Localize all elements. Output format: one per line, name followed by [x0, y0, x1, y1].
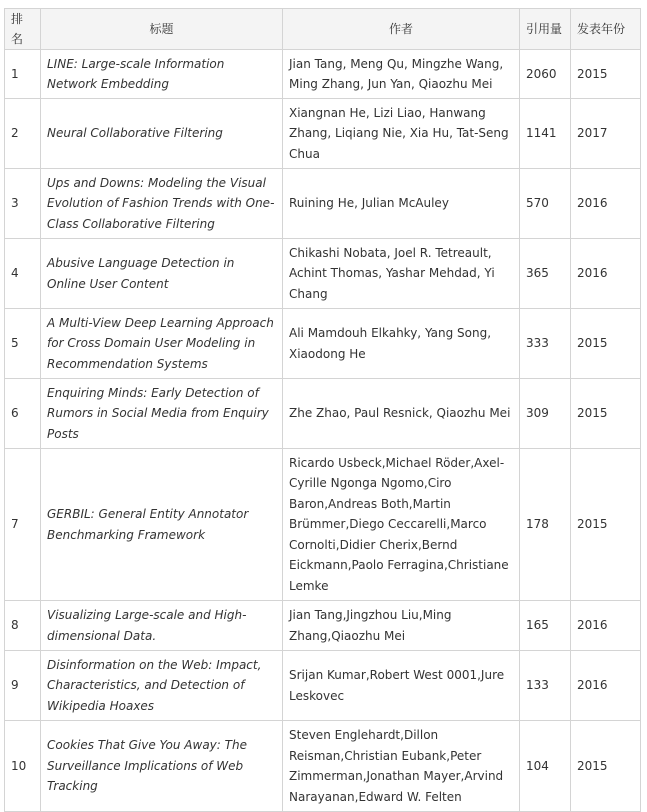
year-cell: 2016 — [571, 239, 641, 309]
title-cell: GERBIL: General Entity Annotator Benchmarking Framework — [41, 449, 283, 601]
year-cell: 2016 — [571, 651, 641, 721]
year-cell: 2016 — [571, 169, 641, 239]
year-cell: 2017 — [571, 99, 641, 169]
table-row — [5, 50, 641, 99]
authors-cell: Ruining He, Julian McAuley — [283, 169, 520, 239]
authors-cell: Zhe Zhao, Paul Resnick, Qiaozhu Mei — [283, 379, 520, 449]
title-cell: Enquiring Minds: Early Detection of Rumors in Social Media from Enquiry Posts — [41, 379, 283, 449]
table-row — [5, 239, 641, 309]
rank-cell: 4 — [5, 239, 41, 309]
table-header-row — [5, 9, 641, 50]
citations-cell: 309 — [520, 379, 571, 449]
title-cell: LINE: Large-scale Information Network Embedding — [41, 50, 283, 99]
citations-cell: 1141 — [520, 99, 571, 169]
citations-cell: 365 — [520, 239, 571, 309]
year-cell: 2015 — [571, 50, 641, 99]
table-row — [5, 379, 641, 449]
citations-cell: 178 — [520, 449, 571, 601]
table-row — [5, 309, 641, 379]
header-rank: 排名 — [5, 9, 41, 50]
authors-cell: Ali Mamdouh Elkahky, Yang Song, Xiaodong He — [283, 309, 520, 379]
rank-cell: 1 — [5, 50, 41, 99]
title-cell: Cookies That Give You Away: The Surveillance Implications of Web Tracking — [41, 721, 283, 812]
title-cell: Neural Collaborative Filtering — [41, 99, 283, 169]
rank-cell: 10 — [5, 721, 41, 812]
rank-cell: 3 — [5, 169, 41, 239]
citations-cell: 570 — [520, 169, 571, 239]
title-cell: Ups and Downs: Modeling the Visual Evolution of Fashion Trends with One-Class Collaborative Filtering — [41, 169, 283, 239]
authors-cell: Steven Englehardt,Dillon Reisman,Christian Eubank,Peter Zimmerman,Jonathan Mayer,Arvind Narayanan,Edward W. Felten — [283, 721, 520, 812]
title-cell: Disinformation on the Web: Impact, Characteristics, and Detection of Wikipedia Hoaxes — [41, 651, 283, 721]
citations-cell: 104 — [520, 721, 571, 812]
authors-cell: Xiangnan He, Lizi Liao, Hanwang Zhang, Liqiang Nie, Xia Hu, Tat-Seng Chua — [283, 99, 520, 169]
paper-ranking-table — [4, 8, 641, 812]
year-cell: 2015 — [571, 721, 641, 812]
citations-cell: 165 — [520, 601, 571, 651]
table-row — [5, 99, 641, 169]
table-row — [5, 651, 641, 721]
header-title: 标题 — [41, 9, 283, 50]
year-cell: 2015 — [571, 449, 641, 601]
rank-cell: 9 — [5, 651, 41, 721]
table-row — [5, 169, 641, 239]
rank-cell: 7 — [5, 449, 41, 601]
year-cell: 2015 — [571, 309, 641, 379]
rank-cell: 2 — [5, 99, 41, 169]
authors-cell: Chikashi Nobata, Joel R. Tetreault, Achint Thomas, Yashar Mehdad, Yi Chang — [283, 239, 520, 309]
header-citations: 引用量 — [520, 9, 571, 50]
citations-cell: 333 — [520, 309, 571, 379]
authors-cell: Ricardo Usbeck,Michael Röder,Axel-Cyrille Ngonga Ngomo,Ciro Baron,Andreas Both,Martin Brümmer,Diego Ceccarelli,Marco Cornolti,Didier Cherix,Bernd Eickmann,Paolo Ferragina,Christiane Lemke — [283, 449, 520, 601]
header-authors: 作者 — [283, 9, 520, 50]
year-cell: 2015 — [571, 379, 641, 449]
title-cell: A Multi-View Deep Learning Approach for Cross Domain User Modeling in Recommendation Systems — [41, 309, 283, 379]
authors-cell: Srijan Kumar,Robert West 0001,Jure Leskovec — [283, 651, 520, 721]
rank-cell: 8 — [5, 601, 41, 651]
header-year: 发表年份 — [571, 9, 641, 50]
table-row — [5, 449, 641, 601]
table-row — [5, 721, 641, 812]
title-cell: Abusive Language Detection in Online User Content — [41, 239, 283, 309]
authors-cell: Jian Tang, Meng Qu, Mingzhe Wang, Ming Zhang, Jun Yan, Qiaozhu Mei — [283, 50, 520, 99]
rank-cell: 5 — [5, 309, 41, 379]
authors-cell: Jian Tang,Jingzhou Liu,Ming Zhang,Qiaozhu Mei — [283, 601, 520, 651]
title-cell: Visualizing Large-scale and High-dimensional Data. — [41, 601, 283, 651]
rank-cell: 6 — [5, 379, 41, 449]
year-cell: 2016 — [571, 601, 641, 651]
citations-cell: 133 — [520, 651, 571, 721]
citations-cell: 2060 — [520, 50, 571, 99]
table-row — [5, 601, 641, 651]
